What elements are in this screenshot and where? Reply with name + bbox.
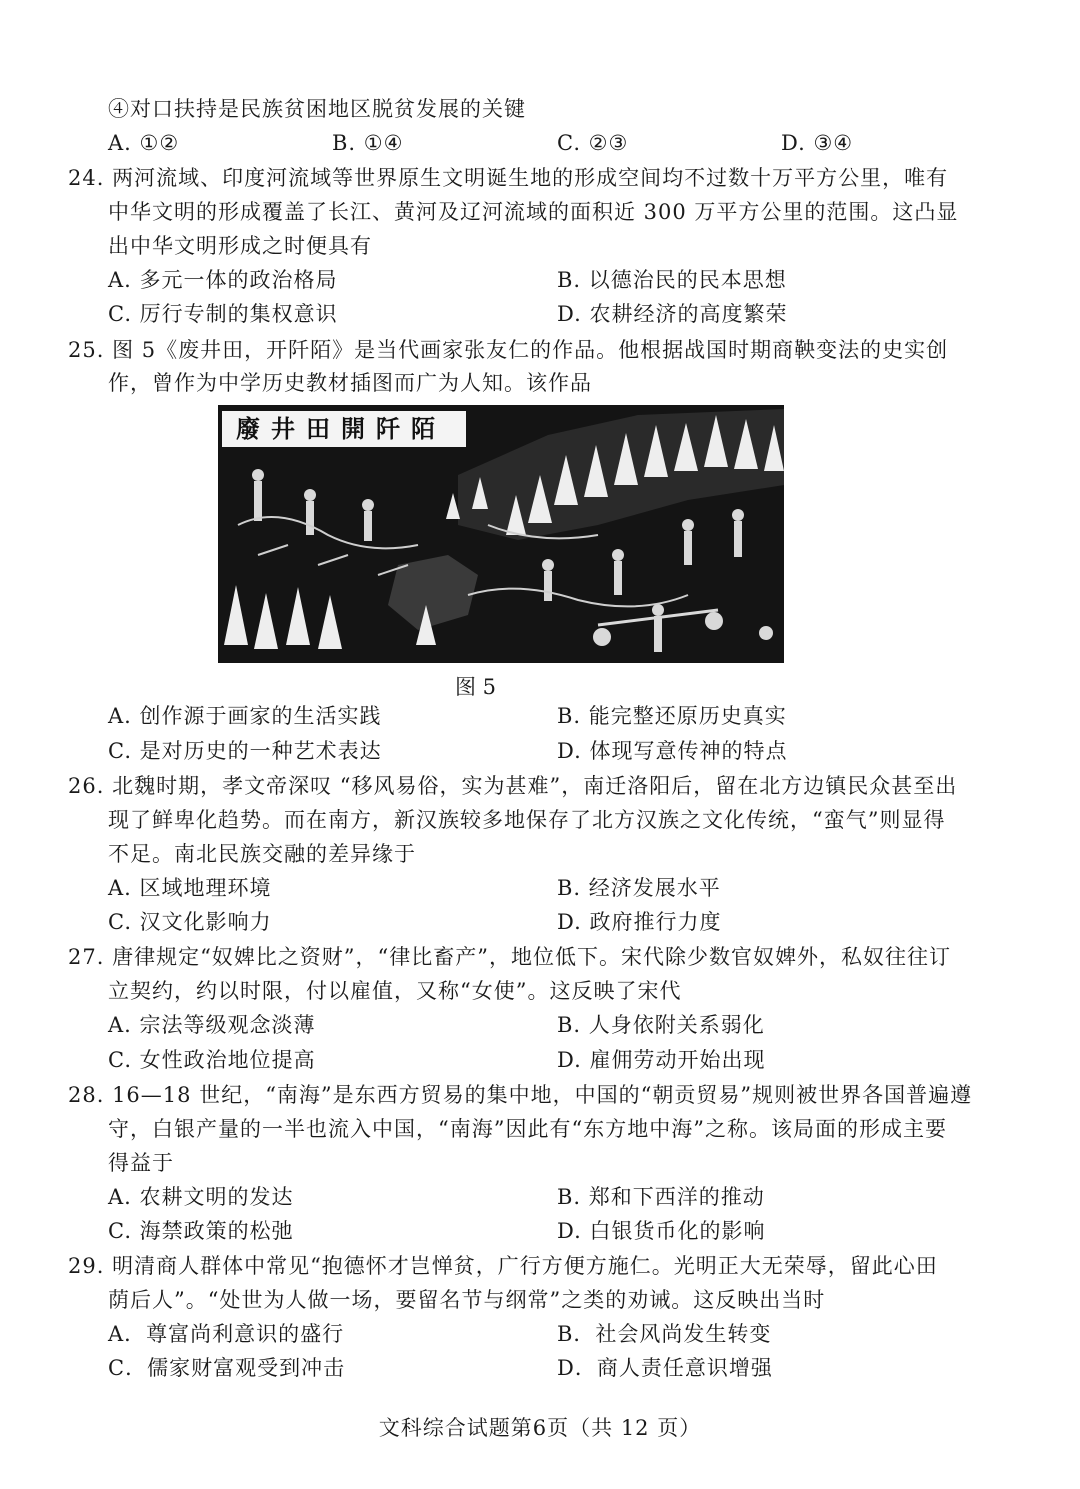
q24-stem-line-3: 出中华文明形成之时便具有 — [108, 234, 372, 258]
q26-option-d: D. 政府推行力度 — [557, 910, 722, 934]
q24-option-b: B. 以德治民的民本思想 — [557, 268, 787, 292]
q28-stem-line-3: 得益于 — [108, 1151, 174, 1175]
q24-option-a: A. 多元一体的政治格局 — [108, 268, 338, 292]
q25-option-a: A. 创作源于画家的生活实践 — [108, 704, 382, 728]
q25-option-d: D. 体现写意传神的特点 — [557, 739, 788, 763]
q24-option-c: C. 厉行专制的集权意识 — [108, 302, 338, 326]
page-footer: 文科综合试题第6页（共 12 页） — [378, 1416, 702, 1440]
q28-option-c: C. 海禁政策的松弛 — [108, 1219, 294, 1243]
q29-option-c: C．儒家财富观受到冲击 — [108, 1356, 346, 1380]
figure-caption: 图 5 — [455, 675, 497, 699]
q28-option-a: A. 农耕文明的发达 — [108, 1185, 294, 1209]
q23-item4: ④对口扶持是民族贫困地区脱贫发展的关键 — [108, 97, 526, 121]
q27-stem-line-2: 立契约，约以时限，付以雇值，又称“女使”。这反映了宋代 — [108, 979, 682, 1003]
q26-stem-line-3: 不足。南北民族交融的差异缘于 — [108, 842, 416, 866]
q25-option-c: C. 是对历史的一种艺术表达 — [108, 739, 382, 763]
q29-option-a: A．尊富尚利意识的盛行 — [108, 1322, 345, 1346]
q29-option-b: B．社会风尚发生转变 — [557, 1322, 772, 1346]
q25-stem-line-2: 作，曾作为中学历史教材插图而广为人知。该作品 — [108, 371, 592, 395]
q28-stem-line-2: 守，白银产量的一半也流入中国，“南海”因此有“东方地中海”之称。该局面的形成主要 — [108, 1117, 947, 1141]
q23-option-b: B. ①④ — [332, 131, 404, 155]
q27-option-a: A. 宗法等级观念淡薄 — [108, 1013, 316, 1037]
woodcut-title: 廢井田開阡陌 — [236, 414, 446, 443]
q27-stem-line-1: 27. 唐律规定“奴婢比之资财”，“律比畜产”，地位低下。宋代除少数官奴婢外，私奴往往订 — [68, 945, 952, 969]
q27-option-b: B. 人身依附关系弱化 — [557, 1013, 765, 1037]
q29-stem-line-1: 29. 明清商人群体中常见“抱德怀才岂惮贫，广行方便方施仁。光明正大无荣辱，留此心田 — [68, 1254, 938, 1278]
q23-option-a: A. ①② — [108, 131, 180, 155]
q29-option-d: D．商人责任意识增强 — [557, 1356, 773, 1380]
woodcut-figure — [218, 405, 784, 663]
q25-option-b: B. 能完整还原历史真实 — [557, 704, 787, 728]
q23-option-c: C. ②③ — [557, 131, 629, 155]
q26-option-c: C. 汉文化影响力 — [108, 910, 272, 934]
q28-option-d: D. 白银货币化的影响 — [557, 1219, 766, 1243]
q26-stem-line-1: 26. 北魏时期，孝文帝深叹 “移风易俗，实为甚难”，南迁洛阳后，留在北方边镇民众甚至出 — [68, 774, 958, 798]
q26-option-a: A. 区域地理环境 — [108, 876, 272, 900]
q25-stem-line-1: 25. 图 5《废井田，开阡陌》是当代画家张友仁的作品。他根据战国时期商鞅变法的史实创 — [68, 338, 949, 362]
q27-option-d: D. 雇佣劳动开始出现 — [557, 1048, 766, 1072]
q24-stem-line-2: 中华文明的形成覆盖了长江、黄河及辽河流域的面积近 300 万平方公里的范围。这凸显 — [108, 200, 959, 224]
q28-stem-line-1: 28. 16—18 世纪，“南海”是东西方贸易的集中地，中国的“朝贡贸易”规则被世界各国普遍遵 — [68, 1083, 973, 1107]
q27-option-c: C. 女性政治地位提高 — [108, 1048, 316, 1072]
q23-option-d: D. ③④ — [781, 131, 854, 155]
q24-option-d: D. 农耕经济的高度繁荣 — [557, 302, 788, 326]
q26-stem-line-2: 现了鲜卑化趋势。而在南方，新汉族较多地保存了北方汉族之文化传统，“蛮气”则显得 — [108, 808, 946, 832]
q24-stem-line-1: 24. 两河流域、印度河流域等世界原生文明诞生地的形成空间均不过数十万平方公里，唯有 — [68, 166, 949, 190]
q29-stem-line-2: 荫后人”。“处世为人做一场，要留名节与纲常”之类的劝诫。这反映出当时 — [108, 1288, 826, 1312]
q28-option-b: B. 郑和下西洋的推动 — [557, 1185, 765, 1209]
q26-option-b: B. 经济发展水平 — [557, 876, 721, 900]
